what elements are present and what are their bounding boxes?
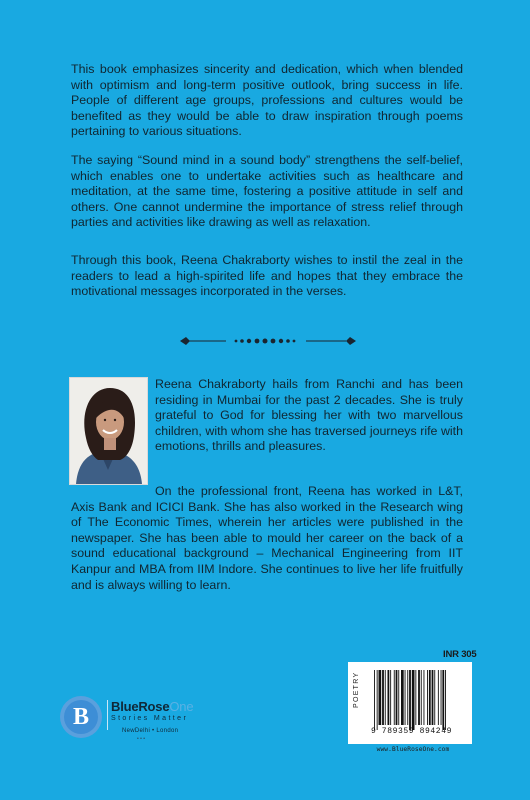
publisher-logo-icon: B (64, 700, 98, 734)
ornamental-divider-icon (178, 333, 358, 349)
publisher-sub: • • • (137, 736, 146, 742)
blurb-paragraph-1: This book emphasizes sincerity and dedication, which when blended with optimism and long-term positive outlook, bring success in life. People of different age groups, professions and cultures would be benefited as they would be able to draw inspiration through poems pertaining to various situations. (71, 62, 463, 139)
price-label: INR 305 (443, 649, 477, 660)
blurb-paragraph-3: Through this book, Reena Chakraborty wishes to instil the zeal in the readers to lead a high-spirited life and hopes that they embrace the motivational messages incorporated in the verses. (71, 253, 463, 299)
publisher-name: BlueRoseOne (111, 699, 194, 714)
publisher-tagline: Stories Matter (111, 715, 189, 722)
genre-label: POETRY (353, 671, 360, 708)
isbn-number: 9 789359 894249 (371, 727, 453, 736)
author-bio-paragraph-1: Reena Chakraborty hails from Ranchi and has been residing in Mumbai for the past 2 decades. She is truly grateful to God for blessing her with two marvellous children, with whom she has traversed journeys rife with emotions, thrills and pleasures. (155, 377, 463, 454)
author-bio-paragraph-2: On the professional front, Reena has worked in L&T, Axis Bank and ICICI Bank. She has also worked in the Research wing of The Economic Times, wherein her articles were published in the newspaper. She has been able to mould her career on the back of a sound educational background – Mechanical Engineering from IIT Kanpur and MBA from IIM Indore. She continues to live her life fruitfully and is always willing to learn. (71, 484, 463, 592)
publisher-cities: NewDelhi • London (122, 728, 179, 734)
blurb-paragraph-2: The saying “Sound mind in a sound body” strengthens the self-belief, which enables one to undertake activities such as healthcare and meditation, at the same time, fostering a positive attitude in self and others. One cannot undermine the importance of stress relief through parties and activities like drawing as well as relaxation. (71, 153, 463, 230)
publisher-website: www.BlueRoseOne.com (376, 746, 450, 753)
logo-separator (107, 700, 108, 730)
author-photo (69, 377, 148, 485)
